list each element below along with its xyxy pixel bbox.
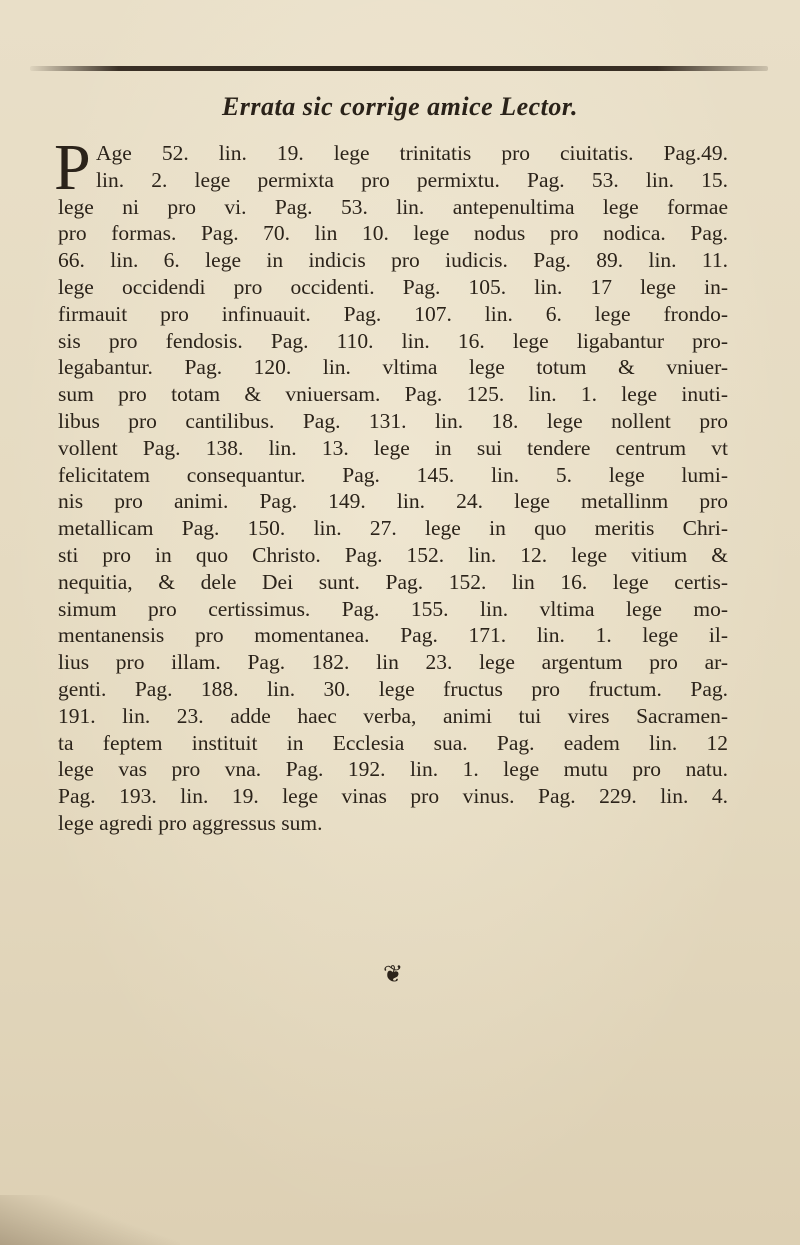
errata-line: mentanensis pro momentanea. Pag. 171. lin. 1. lege il- bbox=[58, 623, 728, 648]
errata-line: lege vas pro vna. Pag. 192. lin. 1. lege mutu pro natu. bbox=[58, 757, 728, 782]
errata-line: legabantur. Pag. 120. lin. vltima lege totum & vniuer- bbox=[58, 355, 728, 380]
errata-line: lege ni pro vi. Pag. 53. lin. antepenultima lege formae bbox=[58, 194, 728, 219]
errata-line: firmauit pro infinuauit. Pag. 107. lin. 6. lege frondo- bbox=[58, 301, 728, 326]
errata-line: sis pro fendosis. Pag. 110. lin. 16. lege ligabantur pro- bbox=[58, 328, 728, 353]
errata-text bbox=[54, 131, 728, 837]
errata-line: vollent Pag. 138. lin. 13. lege in sui tendere centrum vt bbox=[58, 435, 728, 460]
errata-line: lege agredi pro aggressus sum. bbox=[58, 810, 323, 835]
errata-line: simum pro certissimus. Pag. 155. lin. vltima lege mo- bbox=[58, 596, 728, 621]
errata-line: lege occidendi pro occidenti. Pag. 105. lin. 17 lege in- bbox=[58, 274, 728, 299]
errata-line: genti. Pag. 188. lin. 30. lege fructus pro fructum. Pag. bbox=[58, 676, 728, 701]
errata-line: sum pro totam & vniuersam. Pag. 125. lin. 1. lege inuti- bbox=[58, 382, 728, 407]
errata-line: 66. lin. 6. lege in indicis pro iudicis. Pag. 89. lin. 11. bbox=[58, 248, 728, 273]
errata-line: pro formas. Pag. 70. lin 10. lege nodus pro nodica. Pag. bbox=[58, 221, 728, 246]
errata-line: metallicam Pag. 150. lin. 27. lege in quo meritis Chri- bbox=[58, 516, 728, 541]
errata-line: lius pro illam. Pag. 182. lin 23. lege argentum pro ar- bbox=[58, 650, 728, 675]
errata-line: nequitia, & dele Dei sunt. Pag. 152. lin 16. lege certis- bbox=[58, 569, 728, 594]
errata-line: libus pro cantilibus. Pag. 131. lin. 18. lege nollent pro bbox=[58, 408, 728, 433]
top-rule bbox=[30, 66, 768, 71]
errata-line: felicitatem consequantur. Pag. 145. lin. 5. lege lumi- bbox=[58, 462, 728, 487]
errata-line: Age 52. lin. 19. lege trinitatis pro ciuitatis. Pag.49. bbox=[96, 141, 728, 165]
errata-line: lin. 2. lege permixta pro permixtu. Pag. 53. lin. 15. bbox=[96, 167, 728, 192]
fleuron-icon: ❦ bbox=[383, 960, 404, 988]
drop-cap: P bbox=[54, 131, 91, 204]
errata-line: Pag. 193. lin. 19. lege vinas pro vinus. Pag. 229. lin. 4. bbox=[58, 784, 728, 809]
errata-line: sti pro in quo Christo. Pag. 152. lin. 12. lege vitium & bbox=[58, 542, 728, 567]
errata-line: nis pro animi. Pag. 149. lin. 24. lege metallinm pro bbox=[58, 489, 728, 514]
page-stain bbox=[0, 1195, 180, 1245]
errata-line: ta feptem instituit in Ecclesia sua. Pag. eadem lin. 12 bbox=[58, 730, 728, 755]
page-heading: Errata sic corrige amice Lector. bbox=[221, 92, 579, 121]
errata-line: 191. lin. 23. adde haec verba, animi tui vires Sacramen- bbox=[58, 703, 728, 728]
